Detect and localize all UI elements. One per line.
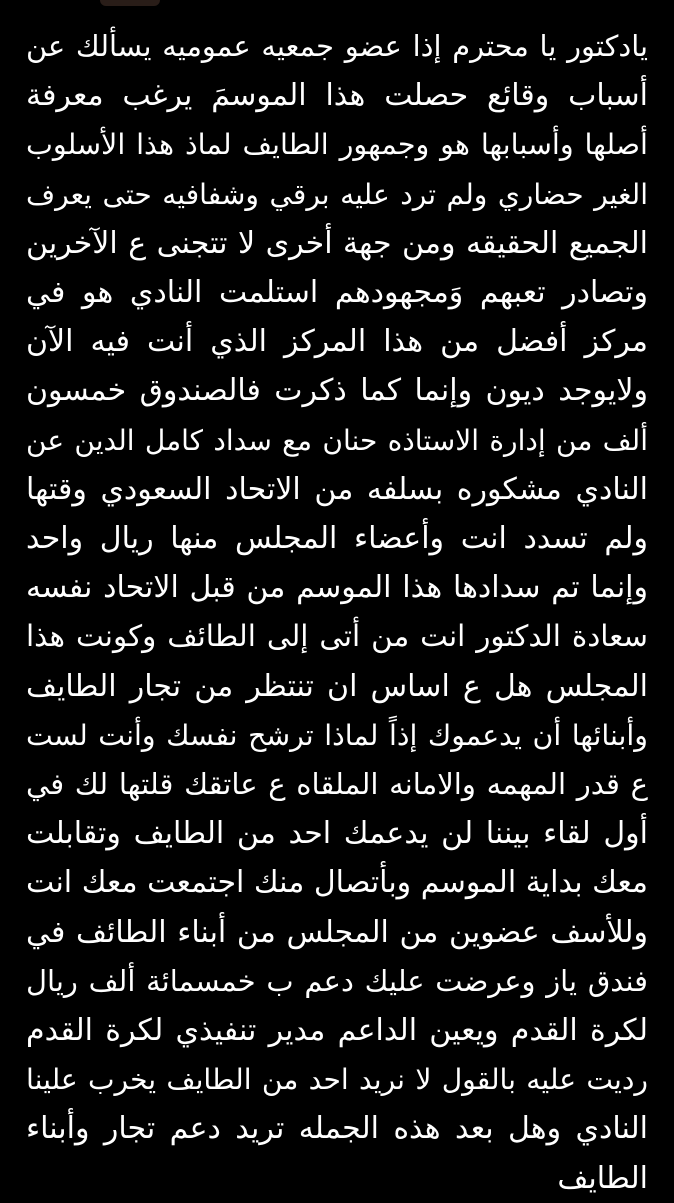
text-line: الجميع الحقيقه ومن جهة أخرى لا تتجنى ع الآخرين bbox=[26, 225, 648, 261]
text-line: وللأسف عضوين من المجلس من أبناء الطائف في bbox=[26, 914, 648, 950]
text-line: رديت عليه بالقول لا نريد احد من الطايف يخرب علينا bbox=[26, 1063, 648, 1097]
text-line: وأبنائها أن يدعموك إذاً لماذا ترشح نفسك وأنت لست bbox=[26, 718, 648, 752]
text-line: ولايوجد ديون وإنما كما ذكرت فالصندوق خمسون bbox=[26, 373, 648, 409]
text-line: سعادة الدكتور انت من أتى إلى الطائف وكونت هذا bbox=[26, 619, 648, 654]
text-line: ألف من إدارة الاستاذه حنان مع سداد كامل الدين عن bbox=[26, 423, 648, 457]
text-line: الطايف bbox=[557, 1160, 648, 1196]
text-line: أسباب وقائع حصلت هذا الموسمَ يرغب معرفة bbox=[26, 78, 648, 114]
text-line: أول لقاء بيننا لن يدعمك احد من الطايف وتقابلت bbox=[26, 816, 648, 852]
text-line: أصلها وأسبابها هو وجمهور الطايف لماذ هذا الأسلوب bbox=[26, 127, 648, 162]
text-line: لكرة القدم ويعين الداعم مدير تنفيذي لكرة القدم bbox=[26, 1013, 648, 1049]
text-line: وإنما تم سدادها هذا الموسم من قبل الاتحاد نفسه bbox=[26, 570, 648, 606]
text-line: فندق ياز وعرضت عليك دعم ب خمسمائة ألف ريال bbox=[26, 963, 648, 998]
text-line: النادي مشكوره بسلفه من الاتحاد السعودي وقتها bbox=[26, 471, 648, 507]
text-line: مركز أفضل من هذا المركز الذي أنت فيه الآن bbox=[26, 324, 648, 360]
text-line: ع قدر المهمه والامانه الملقاه ع عاتقك قلتها لك في bbox=[26, 767, 648, 802]
text-line: الغير حضاري ولم ترد عليه برقي وشفافيه حتى يعرف bbox=[26, 177, 648, 211]
text-line: ولم تسدد انت وأعضاء المجلس منها ريال واحد bbox=[26, 521, 648, 557]
top-edge-artifact bbox=[100, 0, 160, 6]
message-text-block bbox=[26, 22, 648, 1203]
text-line: يادكتور يا محترم إذا عضو جمعيه عموميه يسألك عن bbox=[26, 29, 648, 63]
text-line: النادي وهل بعد هذه الجمله تريد دعم تجار وأبناء bbox=[26, 1111, 648, 1147]
text-line: وتصادر تعبهم وَمجهودهم استلمت النادي هو في bbox=[26, 275, 648, 311]
text-line: المجلس هل ع اساس ان تنتظر من تجار الطايف bbox=[26, 668, 648, 704]
text-line: معك بداية الموسم وبأتصال منك اجتمعت معك انت bbox=[26, 865, 648, 901]
